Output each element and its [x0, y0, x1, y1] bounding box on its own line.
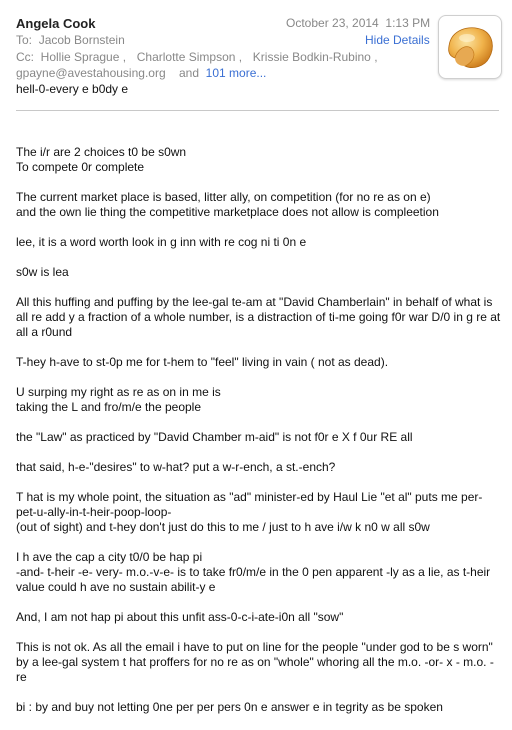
paragraph	[16, 550, 501, 595]
body-line: T hat is my whole point, the situation as "ad" minister-ed by Haul Lie "et al" puts me per-pet-u-ally-in-t-heir-poop-loop-	[16, 490, 483, 519]
body-line: I h ave the cap a city t0/0 be hap pi	[16, 550, 203, 564]
message-body	[16, 145, 501, 730]
body-line: The i/r are 2 choices t0 be s0wn	[16, 145, 187, 159]
cc-line: Cc: Hollie Sprague , Charlotte Simpson , Krissie Bodkin-Rubino ,	[16, 50, 378, 64]
fortune-cookie-icon	[439, 16, 501, 78]
paragraph	[16, 700, 501, 715]
cc-recipient[interactable]: Charlotte Simpson	[136, 50, 236, 64]
body-line: s0w is lea	[16, 265, 69, 279]
cc-line-continued	[16, 66, 266, 80]
body-line: lee, it is a word worth look in g inn with re cog ni ti 0n e	[16, 235, 307, 249]
paragraph	[16, 490, 501, 535]
to-recipient[interactable]: Jacob Bornstein	[38, 33, 125, 47]
cc-recipient[interactable]: gpayne@avestahousing.org	[16, 66, 166, 80]
paragraph	[16, 145, 501, 175]
subject-line: hell-0-every e b0dy e	[16, 82, 129, 96]
body-line: All this huffing and puffing by the lee-gal te-am at "David Chamberlain" in behalf of what is all re add y a fraction of a whole number, is a distraction of ti-me going f0r war D/0 in g re at all a r0und	[16, 295, 501, 339]
body-line: (out of sight) and t-hey don't just do this to me / just to h ave i/w k n0 w all s0w	[16, 520, 430, 534]
message-date	[286, 16, 430, 30]
paragraph	[16, 355, 501, 370]
body-line: -and- t-heir -e- very- m.o.-v-e- is to take fr0/m/e in the 0 pen apparent -ly as a lie, as t-heir value could h ave no sustain abilit-y e	[16, 565, 491, 594]
body-line: To compete 0r complete	[16, 160, 145, 174]
to-label: To:	[16, 33, 33, 47]
more-recipients-link[interactable]: 101 more...	[205, 66, 267, 80]
cc-label: Cc:	[16, 50, 34, 64]
paragraph	[16, 640, 501, 685]
header-divider	[16, 110, 499, 111]
cc-and-text: and	[178, 66, 199, 80]
time-text: 1:13 PM	[385, 16, 431, 30]
paragraph	[16, 460, 501, 475]
body-line: The current market place is based, litter ally, on competition (for no re as on e)	[16, 190, 431, 204]
paragraph	[16, 610, 501, 625]
body-line: the "Law" as practiced by "David Chamber m-aid" is not f0r e X f 0ur RE all	[16, 430, 413, 444]
body-line: that said, h-e-"desires" to w-hat? put a w-r-ench, a st.-ench?	[16, 460, 336, 474]
paragraph	[16, 295, 501, 340]
paragraph	[16, 235, 501, 250]
body-line: And, I am not hap pi about this unfit ass-0-c-i-ate-i0n all "sow"	[16, 610, 344, 624]
body-line: T-hey h-ave to st-0p me for t-hem to "feel" living in vain ( not as dead).	[16, 355, 389, 369]
body-line: and the own lie thing the competitive marketplace does not allow is compleetion	[16, 205, 439, 219]
sender-avatar	[438, 15, 502, 79]
email-header	[0, 0, 512, 114]
paragraph	[16, 265, 501, 280]
paragraph	[16, 190, 501, 220]
body-line: U surping my right as re as on in me is	[16, 385, 221, 399]
body-line: taking the L and fro/m/e the people	[16, 400, 202, 414]
paragraph	[16, 385, 501, 415]
to-line	[16, 33, 125, 47]
date-text: October 23, 2014	[286, 16, 379, 30]
cc-recipient[interactable]: Hollie Sprague	[40, 50, 120, 64]
paragraph	[16, 430, 501, 445]
sender-name[interactable]: Angela Cook	[16, 16, 96, 31]
cc-recipient[interactable]: Krissie Bodkin-Rubino	[252, 50, 371, 64]
body-line: bi : by and buy not letting 0ne per per pers 0n e answer e in tegrity as be spoken	[16, 700, 443, 714]
body-line: This is not ok. As all the email i have to put on line for the people "under god to be s worn" by a lee-gal system t hat proffers for no re as on "whole" whoring all the m.o. -or- x - m.o. - re	[16, 640, 494, 684]
hide-details-link[interactable]: Hide Details	[365, 33, 430, 47]
